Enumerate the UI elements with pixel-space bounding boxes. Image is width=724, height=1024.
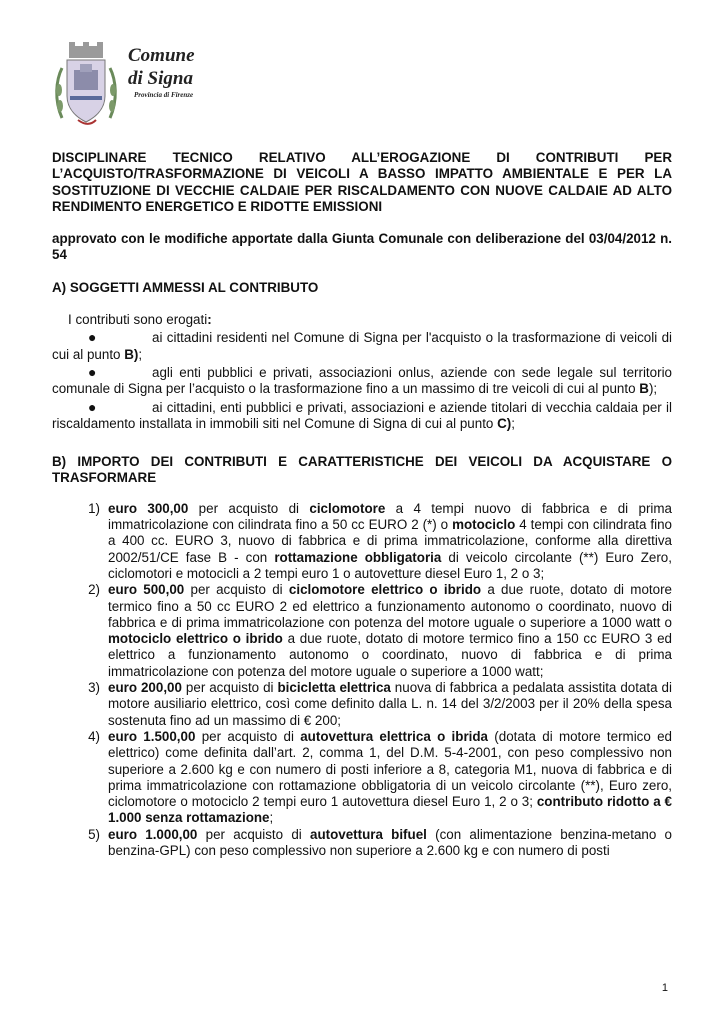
bullet-end: ; bbox=[138, 346, 143, 362]
section-b-heading: B) IMPORTO DEI CONTRIBUTI E CARATTERISTICHE DEI VEICOLI DA ACQUISTARE O TRASFORMARE bbox=[52, 454, 672, 486]
bullet-end: ; bbox=[511, 415, 515, 431]
coat-of-arms-logo bbox=[52, 40, 120, 128]
page-number: 1 bbox=[661, 982, 668, 994]
list-item bbox=[52, 501, 672, 582]
intro-colon: : bbox=[207, 312, 212, 328]
item-text: euro 500,00 per acquisto di ciclomotore elettrico o ibrido a due ruote, dotato di motore termico fino a 50 cc EURO 2 ed elettrico a funzionamento autonomo o coordinato, nuovo di fabbrica e di prima immatricolazione con potenza del motore uguale o superiore a 1000 watt o motociclo elettrico o ibrido a due ruote, dotato di motore termico fino a 150 cc EURO 3 ed elettrico a funzionamento autonomo o coordinato, nuovo di fabbrica e di prima immatricolazione con potenza del motore uguale o superiore a 1000 watt; bbox=[108, 582, 672, 679]
item-number: 4) bbox=[88, 728, 100, 744]
item-text: euro 1.500,00 per acquisto di autovettura elettrica o ibrida (dotata di motore termico ed elettrico) come definita dall’art. 2, comma 1, del D.M. 5-4-2001, con peso complessivo non superiore a 2.600 kg e con numero di posti inferiore a 8, categoria M1, nuova di fabbrica e di prima immatricolazione con rottamazione obbligatoria di un veicolo circolante (**), Euro zero, ciclomotore o motociclo 2 tempi euro 1 autovettura diesel Euro 1, 2 o 3; contributo ridotto a € 1.000 senza rottamazione; bbox=[108, 728, 673, 826]
item-amount: euro 500,00 bbox=[108, 582, 185, 598]
list-item: ● agli enti pubblici e privati, associazioni onlus, aziende con sede legale sul territorio comunale di Signa per l’acquisto o la trasformazione fino a un massimo di tre veicoli di cui al punto B); bbox=[52, 363, 672, 397]
item-number: 3) bbox=[88, 680, 100, 696]
list-item: ● ai cittadini, enti pubblici e privati, associazioni e aziende titolari di vecchia caldaia per il riscaldamento installata in immobili siti nel Comune di Signa di cui al punto C); bbox=[52, 398, 672, 431]
list-item bbox=[52, 827, 672, 860]
bullet-body: ai cittadini residenti nel Comune di Signa per l'acquisto o la trasformazione di veicoli di cui al punto bbox=[52, 330, 672, 362]
bullet-end: ); bbox=[648, 381, 658, 397]
province-label: Provincia di Firenze bbox=[134, 91, 194, 99]
item-text: euro 1.000,00 per acquisto di autovettura bifuel (con alimentazione benzina-metano o benzina-GPL) con peso complessivo non superiore a 2.600 kg e con numero di posti bbox=[108, 826, 672, 858]
bullet-ref: B) bbox=[124, 346, 139, 362]
list-item: ● ai cittadini residenti nel Comune di Signa per l'acquisto o la trasformazione di veicoli di cui al punto B); bbox=[52, 329, 672, 362]
bullet-text bbox=[52, 365, 672, 398]
section-a-heading: A) SOGGETTI AMMESSI AL CONTRIBUTO bbox=[52, 279, 319, 295]
item-text: euro 200,00 per acquisto di bicicletta elettrica nuova di fabbrica a pedalata assistita dotata di motore ausiliario elettrico, così come definito dalla L. n. 14 del 3/2/2003 per il 20% della spesa sostenuta fino ad un massimo di € 200; bbox=[108, 680, 672, 728]
list-item bbox=[52, 582, 672, 680]
bullet-ref: B bbox=[639, 381, 649, 397]
comune-header bbox=[128, 44, 195, 100]
intro-text: I contributi sono erogati bbox=[68, 312, 208, 328]
bullet-ref: C) bbox=[497, 415, 512, 431]
list-item bbox=[52, 680, 672, 729]
item-amount: euro 1.000,00 bbox=[108, 826, 198, 842]
item-text: euro 300,00 per acquisto di ciclomotore a 4 tempi nuovo di fabbrica e di prima immatricolazione con cilindrata fino a 50 cc EURO 2 (*) o motociclo 4 tempi con cilindrata fino a 400 cc. EURO 3, nuovo di fabbrica e di prima immatricolazione, conforme alla direttiva 2002/51/CE fase B - con rottamazione obbligatoria di veicolo circolante (**) Euro Zero, ciclomotori e motocicli a 2 tempi euro 1 o autovetture diesel Euro 1, 2 o 3; bbox=[108, 500, 672, 581]
approval-note: approvato con le modifiche apportate dalla Giunta Comunale con deliberazione del 03/04/2012 n. 54 bbox=[52, 231, 672, 263]
bullet-body: agli enti pubblici e privati, associazioni onlus, aziende con sede legale sul territorio comunale di Signa per l’acquisto o la trasformazione fino a un massimo di tre veicoli di cui al punto bbox=[52, 364, 672, 397]
bullet-text bbox=[52, 330, 672, 363]
item-amount: euro 300,00 bbox=[108, 500, 189, 516]
bullet-body: ai cittadini, enti pubblici e privati, associazioni e aziende titolari di vecchia caldaia per il riscaldamento installata in immobili siti nel Comune di Signa di cui al punto bbox=[52, 399, 672, 431]
comune-name-line1: Comune bbox=[128, 45, 195, 66]
comune-name-line2: di Signa bbox=[128, 68, 193, 89]
contribution-list bbox=[52, 501, 672, 860]
list-item bbox=[52, 729, 672, 827]
item-amount: euro 1.500,00 bbox=[108, 728, 196, 744]
item-number: 2) bbox=[88, 582, 100, 598]
item-number: 1) bbox=[88, 500, 100, 516]
document-body bbox=[52, 150, 672, 859]
bullet-text bbox=[52, 400, 672, 433]
section-a-intro bbox=[68, 312, 672, 328]
document-title: DISCIPLINARE TECNICO RELATIVO ALL’EROGAZIONE DI CONTRIBUTI PER L’ACQUISTO/TRASFORMAZIONE DI VEICOLI A BASSO IMPATTO AMBIENTALE E PER LA SOSTITUZIONE DI VECCHIE CALDAIE PER RISCALDAMENTO CON NUOVE CALDAIE AD ALTO RENDIMENTO ENERGETICO E RIDOTTE EMISSIONI bbox=[52, 150, 672, 214]
item-amount: euro 200,00 bbox=[108, 680, 182, 696]
item-number: 5) bbox=[88, 826, 100, 842]
